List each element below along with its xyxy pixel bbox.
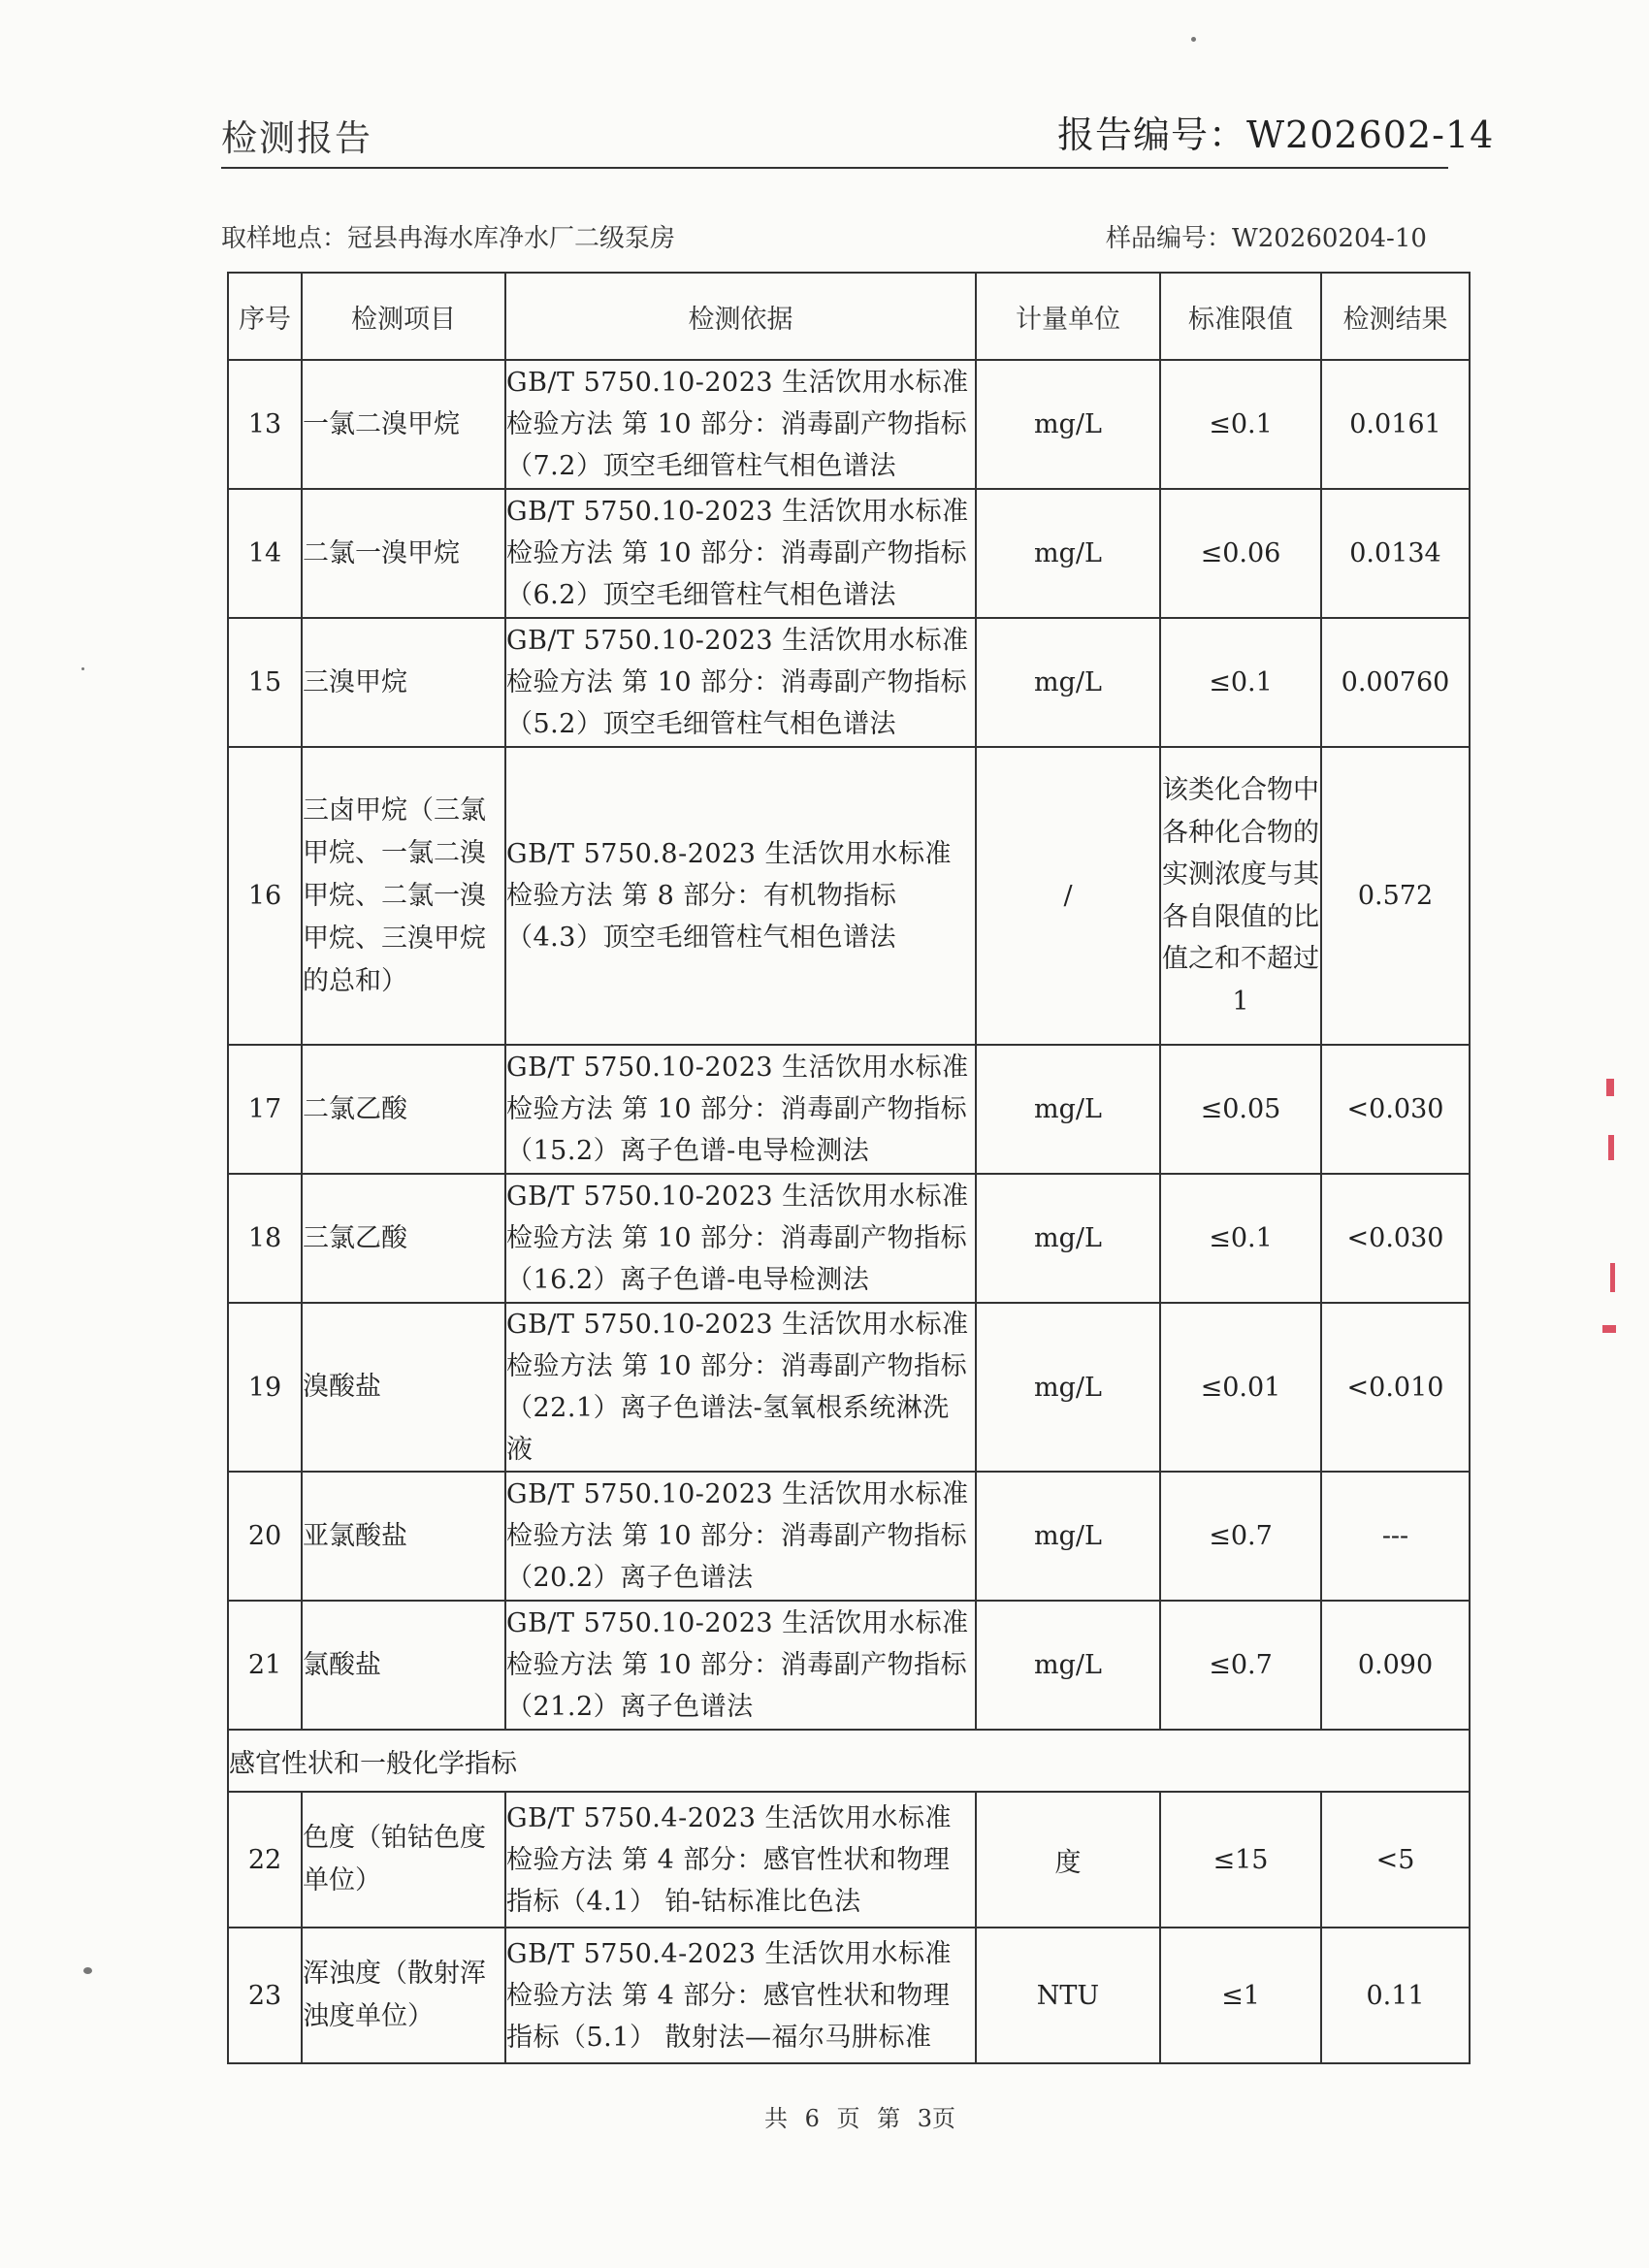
seal-fragment	[1608, 1135, 1614, 1160]
seal-fragment	[1606, 1079, 1614, 1096]
row-result: <5	[1321, 1792, 1470, 1928]
row-result: <0.030	[1321, 1045, 1470, 1174]
scan-speck	[83, 1967, 92, 1974]
row-limit: ≤1	[1160, 1928, 1321, 2063]
row-result: <0.010	[1321, 1303, 1470, 1472]
sample-number: 样品编号：W20260204-10	[1106, 224, 1427, 253]
document-title: 检测报告	[221, 117, 372, 159]
col-header-item: 检测项目	[302, 273, 505, 360]
results-table	[227, 272, 1471, 2064]
row-unit: mg/L	[976, 1472, 1160, 1601]
row-no: 14	[228, 489, 302, 618]
row-limit: ≤0.01	[1160, 1303, 1321, 1472]
page-counter: 共 6 页 第 3页	[764, 2105, 956, 2132]
row-unit: mg/L	[976, 618, 1160, 747]
row-no: 16	[228, 747, 302, 1045]
row-basis: GB/T 5750.10-2023 生活饮用水标准检验方法 第 10 部分：消毒副产物指标（22.1）离子色谱法-氢氧根系统淋洗液	[505, 1303, 976, 1472]
row-limit: ≤15	[1160, 1792, 1321, 1928]
row-unit: 度	[976, 1792, 1160, 1928]
section-row	[228, 1730, 1470, 1792]
col-header-no: 序号	[228, 273, 302, 360]
row-unit: mg/L	[976, 1174, 1160, 1303]
header-divider	[221, 167, 1448, 169]
row-unit: mg/L	[976, 1045, 1160, 1174]
section-heading: 感官性状和一般化学指标	[228, 1730, 1470, 1792]
scan-speck	[1191, 37, 1196, 42]
row-limit: ≤0.1	[1160, 1174, 1321, 1303]
row-no: 20	[228, 1472, 302, 1601]
table-header-row	[228, 273, 1470, 360]
row-basis: GB/T 5750.10-2023 生活饮用水标准检验方法 第 10 部分：消毒副产物指标（7.2）顶空毛细管柱气相色谱法	[505, 360, 976, 489]
row-unit: mg/L	[976, 1303, 1160, 1472]
row-limit: ≤0.06	[1160, 489, 1321, 618]
row-result: 0.090	[1321, 1601, 1470, 1730]
table-row	[228, 1928, 1470, 2063]
row-item: 二氯乙酸	[302, 1045, 505, 1174]
table-row	[228, 1601, 1470, 1730]
row-result: ---	[1321, 1472, 1470, 1601]
row-item: 一氯二溴甲烷	[302, 360, 505, 489]
table-row	[228, 1045, 1470, 1174]
row-limit: ≤0.7	[1160, 1601, 1321, 1730]
col-header-basis: 检测依据	[505, 273, 976, 360]
row-result: 0.0161	[1321, 360, 1470, 489]
row-no: 13	[228, 360, 302, 489]
row-unit: NTU	[976, 1928, 1160, 2063]
row-limit: ≤0.1	[1160, 360, 1321, 489]
row-item: 浑浊度（散射浑浊度单位）	[302, 1928, 505, 2063]
row-item: 亚氯酸盐	[302, 1472, 505, 1601]
row-no: 22	[228, 1792, 302, 1928]
row-item: 二氯一溴甲烷	[302, 489, 505, 618]
row-basis: GB/T 5750.10-2023 生活饮用水标准检验方法 第 10 部分：消毒副产物指标（20.2）离子色谱法	[505, 1472, 976, 1601]
row-basis: GB/T 5750.10-2023 生活饮用水标准检验方法 第 10 部分：消毒副产物指标（6.2）顶空毛细管柱气相色谱法	[505, 489, 976, 618]
table-row	[228, 360, 1470, 489]
row-basis: GB/T 5750.8-2023 生活饮用水标准检验方法 第 8 部分：有机物指标（4.3）顶空毛细管柱气相色谱法	[505, 747, 976, 1045]
row-item: 三氯乙酸	[302, 1174, 505, 1303]
row-basis: GB/T 5750.4-2023 生活饮用水标准检验方法 第 4 部分：感官性状和物理指标（5.1） 散射法—福尔马肼标准	[505, 1928, 976, 2063]
row-item: 氯酸盐	[302, 1601, 505, 1730]
row-unit: mg/L	[976, 1601, 1160, 1730]
seal-fragment	[1602, 1325, 1616, 1333]
table-row	[228, 747, 1470, 1045]
row-no: 18	[228, 1174, 302, 1303]
table-row	[228, 489, 1470, 618]
col-header-result: 检测结果	[1321, 273, 1470, 360]
report-number: 报告编号：W202602-14	[1057, 113, 1495, 156]
row-basis: GB/T 5750.10-2023 生活饮用水标准检验方法 第 10 部分：消毒副产物指标（21.2）离子色谱法	[505, 1601, 976, 1730]
row-no: 21	[228, 1601, 302, 1730]
row-limit: ≤0.1	[1160, 618, 1321, 747]
table-row	[228, 618, 1470, 747]
sampling-location: 取样地点：冠县冉海水库净水厂二级泵房	[221, 224, 676, 253]
row-result: 0.572	[1321, 747, 1470, 1045]
row-unit: mg/L	[976, 360, 1160, 489]
row-basis: GB/T 5750.4-2023 生活饮用水标准检验方法 第 4 部分：感官性状和物理指标（4.1） 铂-钴标准比色法	[505, 1792, 976, 1928]
table-row	[228, 1303, 1470, 1472]
row-result: <0.030	[1321, 1174, 1470, 1303]
row-no: 23	[228, 1928, 302, 2063]
row-limit: 该类化合物中各种化合物的实测浓度与其各自限值的比值之和不超过1	[1160, 747, 1321, 1045]
row-no: 19	[228, 1303, 302, 1472]
row-unit: mg/L	[976, 489, 1160, 618]
row-result: 0.00760	[1321, 618, 1470, 747]
scan-speck	[81, 667, 84, 670]
row-item: 溴酸盐	[302, 1303, 505, 1472]
row-basis: GB/T 5750.10-2023 生活饮用水标准检验方法 第 10 部分：消毒副产物指标（16.2）离子色谱-电导检测法	[505, 1174, 976, 1303]
row-limit: ≤0.7	[1160, 1472, 1321, 1601]
row-no: 15	[228, 618, 302, 747]
table-row	[228, 1472, 1470, 1601]
table-row	[228, 1792, 1470, 1928]
row-basis: GB/T 5750.10-2023 生活饮用水标准检验方法 第 10 部分：消毒副产物指标（15.2）离子色谱-电导检测法	[505, 1045, 976, 1174]
row-limit: ≤0.05	[1160, 1045, 1321, 1174]
row-no: 17	[228, 1045, 302, 1174]
seal-fragment	[1610, 1263, 1615, 1292]
col-header-unit: 计量单位	[976, 273, 1160, 360]
row-item: 三卤甲烷（三氯甲烷、一氯二溴甲烷、二氯一溴甲烷、三溴甲烷的总和）	[302, 747, 505, 1045]
row-unit: /	[976, 747, 1160, 1045]
row-item: 色度（铂钴色度单位）	[302, 1792, 505, 1928]
row-basis: GB/T 5750.10-2023 生活饮用水标准检验方法 第 10 部分：消毒副产物指标（5.2）顶空毛细管柱气相色谱法	[505, 618, 976, 747]
row-result: 0.11	[1321, 1928, 1470, 2063]
row-item: 三溴甲烷	[302, 618, 505, 747]
table-row	[228, 1174, 1470, 1303]
col-header-limit: 标准限值	[1160, 273, 1321, 360]
row-result: 0.0134	[1321, 489, 1470, 618]
